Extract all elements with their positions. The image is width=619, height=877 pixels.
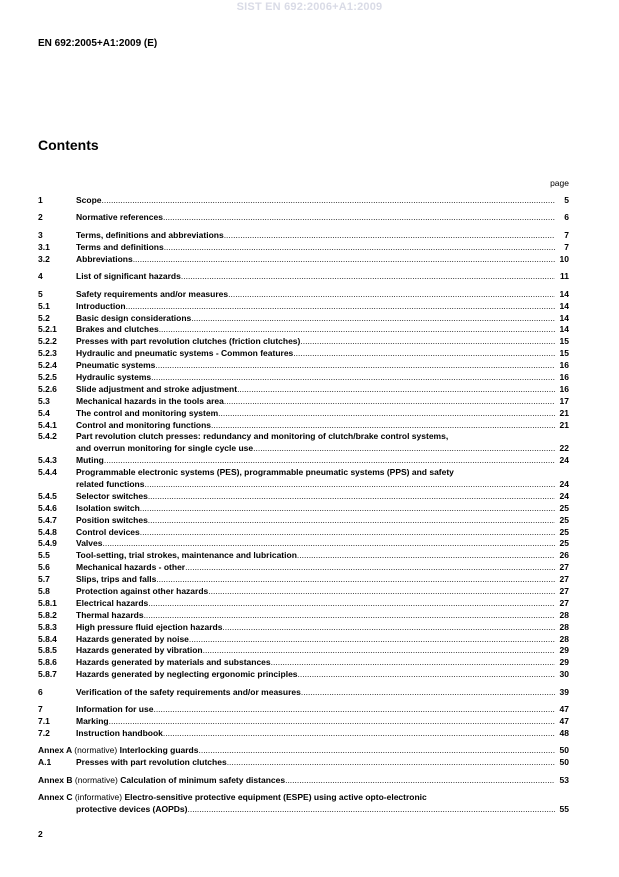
toc-entry-title: Pneumatic systems ..... xyxy=(76,360,555,372)
toc-entry-title: Introduction ..... xyxy=(76,301,555,313)
toc-entry-title: Hydraulic and pneumatic systems - Common features ..... xyxy=(76,348,555,360)
toc-entry-number: A.1 xyxy=(38,757,52,768)
toc-entry-title: Slide adjustment and stroke adjustment ..... xyxy=(76,384,555,396)
toc-entry-number: 5.2.3 xyxy=(38,348,57,359)
toc-entry-title: Hazards generated by noise ..... xyxy=(76,634,555,646)
toc-entry-number: 5.4.7 xyxy=(38,514,57,525)
toc-entry-page: 15 xyxy=(559,348,569,359)
toc-entry-number: 5.8.1 xyxy=(38,597,57,608)
toc-entry[interactable] xyxy=(38,271,569,283)
toc-entry-title: Isolation switch ..... xyxy=(76,503,555,515)
toc-entry-page: 50 xyxy=(559,745,569,756)
toc-entry-number: 7 xyxy=(38,704,43,715)
toc-entry-number: 5.4.1 xyxy=(38,419,57,430)
toc-entry-page: 16 xyxy=(559,383,569,394)
toc-entry-page: 16 xyxy=(559,360,569,371)
toc-entry-page: 24 xyxy=(559,490,569,501)
toc-entry[interactable] xyxy=(38,645,569,657)
toc-entry-title: Hazards generated by materials and substances ..... xyxy=(76,657,555,669)
toc-entry-page: 16 xyxy=(559,371,569,382)
toc-entry-title: Muting ..... xyxy=(76,455,555,467)
toc-entry-number: 5.4.4 xyxy=(38,467,57,478)
toc-entry[interactable] xyxy=(38,431,569,443)
toc-entry[interactable] xyxy=(38,527,569,539)
toc-entry-page: 14 xyxy=(559,288,569,299)
toc-entry-title: Terms and definitions ..... xyxy=(76,242,555,254)
toc-entry-number: 7.2 xyxy=(38,727,50,738)
toc-entry-page: 29 xyxy=(559,657,569,668)
toc-entry[interactable] xyxy=(38,254,569,266)
toc-entry-title: Terms, definitions and abbreviations ..... xyxy=(76,230,555,242)
toc-entry[interactable] xyxy=(38,420,569,432)
toc-entry-page: 30 xyxy=(559,669,569,680)
annex-label: Annex A xyxy=(38,745,72,756)
annex-title: Calculation of minimum safety distances xyxy=(120,774,286,785)
toc-entry-title: Selector switches ..... xyxy=(76,491,555,503)
toc-entry-page: 10 xyxy=(559,253,569,264)
toc-entry[interactable] xyxy=(38,538,569,550)
toc-entry-number: 5.7 xyxy=(38,574,50,585)
toc-entry-title: Tool-setting, trial strokes, maintenance and lubrication ..... xyxy=(76,550,555,562)
toc-entry[interactable] xyxy=(38,562,569,574)
toc-entry-number: 5.8.7 xyxy=(38,669,57,680)
toc-entry-page: 22 xyxy=(559,443,569,454)
toc-entry-number: 5.4.6 xyxy=(38,502,57,513)
toc-entry[interactable] xyxy=(38,372,569,384)
toc-entry-title: Mechanical hazards in the tools area ..... xyxy=(76,396,555,408)
toc-entry[interactable] xyxy=(38,745,569,757)
toc-entry-title: Position switches ..... xyxy=(76,515,555,527)
toc-entry-number: 5.4.5 xyxy=(38,490,57,501)
toc-entry-number: 5.8.2 xyxy=(38,609,57,620)
toc-entry[interactable] xyxy=(38,212,569,224)
footer-page-number: 2 xyxy=(38,829,43,839)
toc-entry-page: 15 xyxy=(559,336,569,347)
toc-entry[interactable] xyxy=(38,574,569,586)
toc-entry-page: 27 xyxy=(559,562,569,573)
toc-entry-number: 5.3 xyxy=(38,395,50,406)
toc-entry-page: 53 xyxy=(559,774,569,785)
toc-entry-page: 25 xyxy=(559,502,569,513)
toc-entry-number: 2 xyxy=(38,212,43,223)
toc-entry-page: 48 xyxy=(559,727,569,738)
toc-entry-title: High pressure fluid ejection hazards ..... xyxy=(76,622,555,634)
toc-entry-title: Programmable electronic systems (PES), programmable pneumatic systems (PPS) and safety xyxy=(76,467,454,478)
toc-entry[interactable] xyxy=(38,336,569,348)
toc-entry-number: 5.8 xyxy=(38,585,50,596)
toc-entry-number: 5 xyxy=(38,288,43,299)
toc-entry-title: Basic design considerations ..... xyxy=(76,313,555,325)
toc-entry[interactable] xyxy=(38,728,569,740)
toc-entry-page: 14 xyxy=(559,312,569,323)
toc-entry-number: 5.4.3 xyxy=(38,455,57,466)
toc-entry-title xyxy=(38,792,555,804)
toc-entry[interactable] xyxy=(38,384,569,396)
toc-entry-number: 4 xyxy=(38,271,43,282)
toc-entry-number: 1 xyxy=(38,195,43,205)
toc-entry-page: 25 xyxy=(559,514,569,525)
toc-entry-page: 7 xyxy=(564,241,569,252)
table-of-contents xyxy=(38,195,569,816)
toc-entry-page: 6 xyxy=(564,212,569,223)
annex-label: Annex B xyxy=(38,774,73,785)
toc-entry-title: and overrun monitoring for single cycle use ..... xyxy=(76,443,555,455)
toc-entry-page: 27 xyxy=(559,574,569,585)
toc-entry[interactable] xyxy=(38,757,569,769)
toc-entry[interactable] xyxy=(38,704,569,716)
toc-entry-page: 14 xyxy=(559,324,569,335)
toc-entry-title xyxy=(38,775,555,787)
toc-entry[interactable] xyxy=(38,657,569,669)
toc-entry-page: 14 xyxy=(559,300,569,311)
toc-entry-page: 21 xyxy=(559,419,569,430)
toc-entry[interactable] xyxy=(38,408,569,420)
toc-entry-number: 3.1 xyxy=(38,241,50,252)
toc-entry-title: Scope ..... xyxy=(76,195,555,207)
toc-entry-number: 5.8.5 xyxy=(38,645,57,656)
annex-title: Interlocking guards xyxy=(119,745,199,756)
toc-entry[interactable] xyxy=(38,195,569,207)
toc-entry[interactable] xyxy=(38,301,569,313)
annex-type: (informative) xyxy=(74,792,123,803)
toc-entry-page: 28 xyxy=(559,633,569,644)
toc-entry-page: 55 xyxy=(559,804,569,815)
toc-entry[interactable] xyxy=(38,313,569,325)
toc-entry-page: 28 xyxy=(559,609,569,620)
annex-label: Annex C xyxy=(38,792,73,803)
toc-entry-title: Hydraulic systems ..... xyxy=(76,372,555,384)
toc-entry-title: Marking ..... xyxy=(76,716,555,728)
toc-entry-title: Control devices ..... xyxy=(76,527,555,539)
annex-title: Electro-sensitive protective equipment (ESPE) using active opto-electronic xyxy=(124,792,427,803)
toc-entry[interactable] xyxy=(38,687,569,699)
page-title: Contents xyxy=(38,137,99,153)
toc-entry-page: 24 xyxy=(559,455,569,466)
toc-entry-title xyxy=(38,745,555,757)
annex-type: (normative) xyxy=(74,745,118,756)
toc-entry[interactable] xyxy=(38,716,569,728)
toc-entry[interactable] xyxy=(38,775,569,787)
toc-entry[interactable] xyxy=(38,669,569,681)
toc-entry-number: 3.2 xyxy=(38,253,50,264)
toc-entry-title: Presses with part revolution clutches (friction clutches) ..... xyxy=(76,336,555,348)
toc-entry-number: 5.2 xyxy=(38,312,50,323)
toc-entry-number: 5.2.5 xyxy=(38,371,57,382)
toc-entry[interactable] xyxy=(38,396,569,408)
toc-entry-page: 25 xyxy=(559,526,569,537)
toc-entry-page: 27 xyxy=(559,597,569,608)
toc-entry-page: 50 xyxy=(559,757,569,768)
toc-entry[interactable] xyxy=(38,804,569,816)
toc-entry-title: Normative references ..... xyxy=(76,212,555,224)
toc-entry-page: 17 xyxy=(559,395,569,406)
toc-entry-title: Thermal hazards ..... xyxy=(76,610,555,622)
toc-entry[interactable] xyxy=(38,491,569,503)
toc-entry-title: Verification of the safety requirements and/or measures ..... xyxy=(76,687,555,699)
toc-entry-number: 5.2.4 xyxy=(38,360,57,371)
toc-entry-title: Mechanical hazards - other ..... xyxy=(76,562,555,574)
toc-entry-page: 21 xyxy=(559,407,569,418)
toc-entry[interactable] xyxy=(38,622,569,634)
toc-entry[interactable] xyxy=(38,348,569,360)
toc-entry-page: 27 xyxy=(559,585,569,596)
toc-entry[interactable] xyxy=(38,455,569,467)
annex-type: (normative) xyxy=(74,774,118,785)
toc-entry-title: Slips, trips and falls ..... xyxy=(76,574,555,586)
document-id: EN 692:2005+A1:2009 (E) xyxy=(38,38,158,49)
toc-entry-page: 47 xyxy=(559,704,569,715)
toc-entry[interactable] xyxy=(38,515,569,527)
toc-entry-number: 5.6 xyxy=(38,562,50,573)
toc-entry-title: Valves ..... xyxy=(76,538,555,550)
toc-entry[interactable] xyxy=(38,467,569,479)
toc-entry-number: 6 xyxy=(38,686,43,697)
toc-entry[interactable] xyxy=(38,610,569,622)
toc-entry[interactable] xyxy=(38,324,569,336)
toc-entry-number: 5.8.4 xyxy=(38,633,57,644)
toc-entry-page: 5 xyxy=(564,195,569,205)
toc-entry-number: 7.1 xyxy=(38,716,50,727)
toc-entry-title: Safety requirements and/or measures ..... xyxy=(76,289,555,301)
toc-entry[interactable] xyxy=(38,634,569,646)
toc-entry-number: 5.2.1 xyxy=(38,324,57,335)
toc-entry-number: 5.8.3 xyxy=(38,621,57,632)
toc-entry-title: Control and monitoring functions ..... xyxy=(76,420,555,432)
toc-entry[interactable] xyxy=(38,792,569,804)
toc-entry-page: 29 xyxy=(559,645,569,656)
toc-entry[interactable] xyxy=(38,598,569,610)
toc-entry-title: Electrical hazards ..... xyxy=(76,598,555,610)
toc-entry-number: 5.5 xyxy=(38,550,50,561)
toc-entry-number: 5.2.2 xyxy=(38,336,57,347)
toc-entry[interactable] xyxy=(38,242,569,254)
toc-entry-page: 26 xyxy=(559,550,569,561)
toc-entry-page: 25 xyxy=(559,538,569,549)
toc-entry-title: Abbreviations ..... xyxy=(76,254,555,266)
toc-entry-number: 5.4.8 xyxy=(38,526,57,537)
toc-entry-page: 39 xyxy=(559,686,569,697)
toc-entry-number: 5.4 xyxy=(38,407,50,418)
toc-entry-title: Presses with part revolution clutches ..... xyxy=(76,757,555,769)
watermark: SIST EN 692:2006+A1:2009 xyxy=(236,1,383,13)
toc-entry[interactable] xyxy=(38,479,569,491)
toc-entry-number: 5.4.9 xyxy=(38,538,57,549)
toc-entry[interactable] xyxy=(38,503,569,515)
toc-entry[interactable] xyxy=(38,230,569,242)
toc-entry-title: Instruction handbook ..... xyxy=(76,728,555,740)
toc-entry-title: Brakes and clutches ..... xyxy=(76,324,555,336)
toc-entry-number: 5.1 xyxy=(38,300,50,311)
toc-entry-title: Part revolution clutch presses: redundancy and monitoring of clutch/brake control systems, xyxy=(76,431,449,442)
toc-entry-title: related functions ..... xyxy=(76,479,555,491)
toc-entry-page: 24 xyxy=(559,478,569,489)
toc-entry-title: The control and monitoring system ..... xyxy=(76,408,555,420)
toc-entry[interactable] xyxy=(38,360,569,372)
toc-entry[interactable] xyxy=(38,586,569,598)
toc-entry-page: 7 xyxy=(564,229,569,240)
toc-entry-number: 5.4.2 xyxy=(38,431,57,442)
toc-entry-title: List of significant hazards ..... xyxy=(76,271,555,283)
toc-entry-title: Information for use ..... xyxy=(76,704,555,716)
toc-entry-page: 47 xyxy=(559,716,569,727)
toc-entry[interactable] xyxy=(38,443,569,455)
toc-entry-page: 28 xyxy=(559,621,569,632)
toc-entry-title: Protection against other hazards ..... xyxy=(76,586,555,598)
toc-entry[interactable] xyxy=(38,550,569,562)
toc-entry-title: protective devices (AOPDs) ..... xyxy=(76,804,555,816)
toc-entry[interactable] xyxy=(38,289,569,301)
toc-entry-number: 5.8.6 xyxy=(38,657,57,668)
toc-entry-title: Hazards generated by vibration ..... xyxy=(76,645,555,657)
toc-entry-page: 11 xyxy=(560,271,569,282)
toc-entry-number: 3 xyxy=(38,229,43,240)
toc-entry-number: 5.2.6 xyxy=(38,383,57,394)
page-column-label: page xyxy=(550,178,569,188)
toc-entry-title: Hazards generated by neglecting ergonomic principles ..... xyxy=(76,669,555,681)
